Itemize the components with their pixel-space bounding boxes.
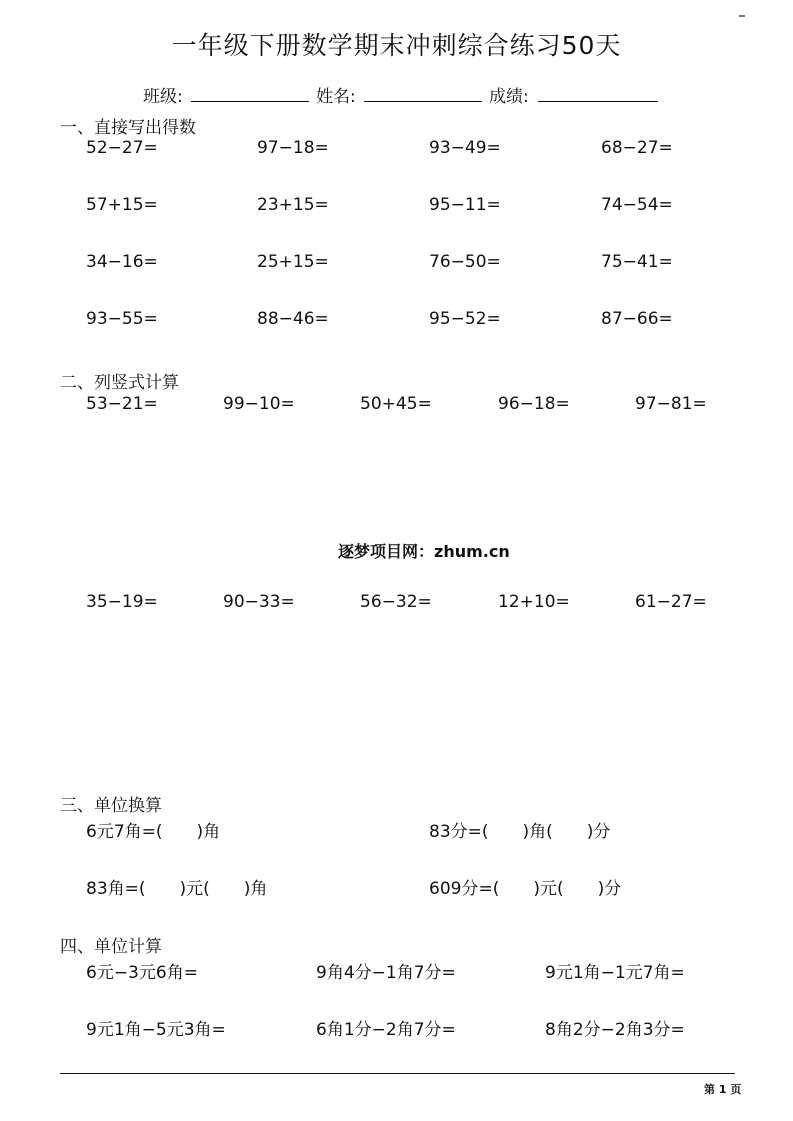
s4-problem: 9元1角−1元7角= bbox=[545, 963, 685, 983]
s2-problem: 50+45= bbox=[360, 394, 432, 414]
s1-problem: 95−52= bbox=[429, 309, 501, 329]
class-label: 班级: bbox=[143, 87, 183, 107]
s1-problem: 76−50= bbox=[429, 252, 501, 272]
s2-problem: 90−33= bbox=[223, 592, 295, 612]
score-blank[interactable] bbox=[538, 101, 658, 102]
s2-problem: 97−81= bbox=[635, 394, 707, 414]
s4-problem: 8角2分−2角3分= bbox=[545, 1020, 685, 1040]
s2-problem: 53−21= bbox=[86, 394, 158, 414]
s2-problem: 56−32= bbox=[360, 592, 432, 612]
s4-problem: 9元1角−5元3角= bbox=[86, 1020, 226, 1040]
section-heading-4: 四、单位计算 bbox=[60, 937, 162, 957]
s1-problem: 25+15= bbox=[257, 252, 329, 272]
s1-problem: 57+15= bbox=[86, 195, 158, 215]
s2-problem: 96−18= bbox=[498, 394, 570, 414]
class-blank[interactable] bbox=[191, 101, 309, 102]
section-heading-2: 二、列竖式计算 bbox=[60, 373, 179, 393]
name-blank[interactable] bbox=[364, 101, 482, 102]
s3-problem: 6元7角=( )角 bbox=[86, 822, 221, 842]
s1-problem: 95−11= bbox=[429, 195, 501, 215]
s1-problem: 93−49= bbox=[429, 138, 501, 158]
s4-problem: 6角1分−2角7分= bbox=[316, 1020, 456, 1040]
score-label: 成绩: bbox=[489, 87, 529, 107]
section-heading-3: 三、单位换算 bbox=[60, 796, 162, 816]
s3-problem: 83分=( )角( )分 bbox=[429, 822, 611, 842]
s3-problem: 609分=( )元( )分 bbox=[429, 879, 622, 899]
s1-problem: 74−54= bbox=[601, 195, 673, 215]
watermark-text: 逐梦项目网：zhum.cn bbox=[338, 542, 510, 561]
s1-problem: 88−46= bbox=[257, 309, 329, 329]
s2-problem: 12+10= bbox=[498, 592, 570, 612]
s2-problem: 35−19= bbox=[86, 592, 158, 612]
s1-problem: 97−18= bbox=[257, 138, 329, 158]
s1-problem: 75−41= bbox=[601, 252, 673, 272]
page-number: 第 1 页 bbox=[704, 1083, 742, 1096]
s2-problem: 99−10= bbox=[223, 394, 295, 414]
s3-problem: 83角=( )元( )角 bbox=[86, 879, 268, 899]
s1-problem: 23+15= bbox=[257, 195, 329, 215]
scan-mark bbox=[739, 15, 745, 17]
section-heading-1: 一、直接写出得数 bbox=[60, 118, 196, 138]
page-title: 一年级下册数学期末冲刺综合练习50天 bbox=[171, 31, 622, 60]
footer-divider bbox=[60, 1073, 735, 1074]
s1-problem: 52−27= bbox=[86, 138, 158, 158]
s1-problem: 93−55= bbox=[86, 309, 158, 329]
s2-problem: 61−27= bbox=[635, 592, 707, 612]
s4-problem: 9角4分−1角7分= bbox=[316, 963, 456, 983]
s4-problem: 6元−3元6角= bbox=[86, 963, 198, 983]
s1-problem: 34−16= bbox=[86, 252, 158, 272]
name-label: 姓名: bbox=[316, 87, 356, 107]
s1-problem: 87−66= bbox=[601, 309, 673, 329]
s1-problem: 68−27= bbox=[601, 138, 673, 158]
